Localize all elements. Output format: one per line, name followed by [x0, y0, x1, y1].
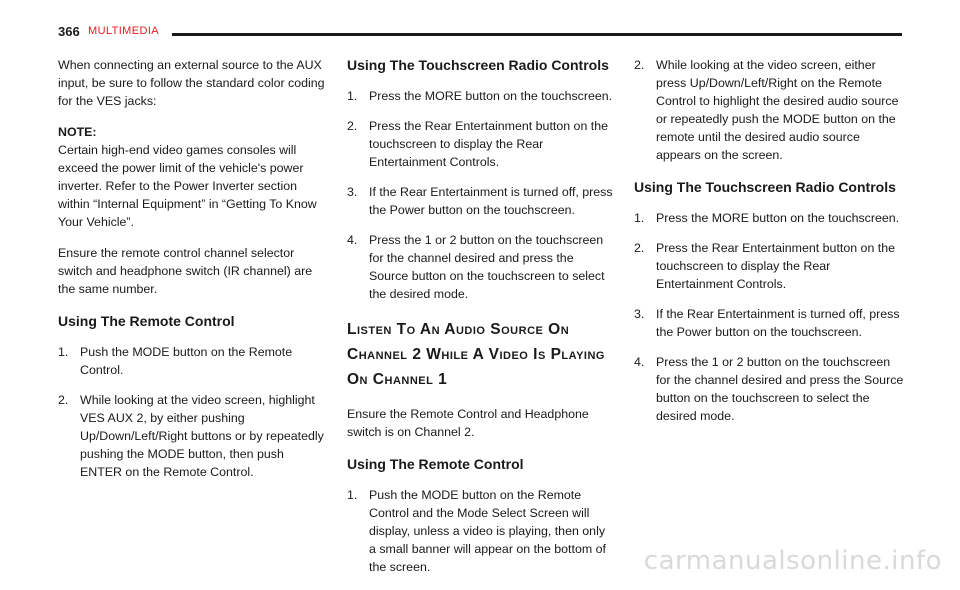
step-number: 4. [634, 355, 645, 369]
step-number: 1. [347, 488, 358, 502]
touchscreen-steps [347, 87, 615, 303]
section-title: Listen To An Audio Source On Channel 2 While A Video Is Playing On Channel 1 [347, 321, 605, 388]
step-text: Push the MODE button on the Remote Control. [80, 345, 293, 377]
list-item [347, 117, 615, 171]
intro-paragraph: When connecting an external source to the AUX input, be sure to follow the standard color coding for the VES jacks: [58, 58, 325, 108]
step-number: 2. [58, 393, 69, 407]
step-text: While looking at the video screen, either press Up/Down/Left/Right on the Remote Control to highlight the desired audio source or repeatedly push the MODE button on the remote until the desired audio source appears on the screen. [656, 58, 899, 162]
page-number: 366 [58, 24, 80, 39]
column-2 [347, 56, 615, 590]
step-text: Press the 1 or 2 button on the touchscreen for the channel desired and press the Source button on the touchscreen to select the desired mode. [656, 355, 904, 423]
step-number: 3. [634, 307, 645, 321]
list-item [347, 231, 615, 303]
step-text: While looking at the video screen, highlight VES AUX 2, by either pushing Up/Down/Left/Right buttons or by repeatedly pushing the MODE button, then push ENTER on the Remote Control. [80, 393, 324, 479]
page-header [58, 24, 902, 44]
touchscreen-controls-heading: Using The Touchscreen Radio Controls [634, 179, 896, 195]
step-number: 1. [347, 89, 358, 103]
list-item [634, 353, 904, 425]
step-number: 4. [347, 233, 358, 247]
step-text: Press the 1 or 2 button on the touchscreen for the channel desired and press the Source button on the touchscreen to select the desired mode. [369, 233, 605, 301]
list-item [58, 343, 326, 379]
remote-control-steps [58, 343, 326, 481]
list-item [634, 56, 904, 164]
remote-control-steps-continued [634, 56, 904, 164]
section-name: MULTIMEDIA [88, 25, 160, 37]
step-number: 2. [347, 119, 358, 133]
column-1 [58, 56, 326, 495]
note-title: NOTE: [58, 125, 97, 139]
channel-paragraph: Ensure the remote control channel selector switch and headphone switch (IR channel) are the same number. [58, 246, 313, 296]
header-rule [172, 33, 902, 36]
list-item [347, 87, 615, 105]
list-item [634, 209, 904, 227]
channel-paragraph: Ensure the Remote Control and Headphone switch is on Channel 2. [347, 407, 589, 439]
step-number: 1. [634, 211, 645, 225]
step-number: 2. [634, 58, 645, 72]
note-body: Certain high-end video games consoles will exceed the power limit of the vehicle's power inverter. Refer to the Power Inverter section within “Internal Equipment” in “Getting To Know Your Vehicle”. [58, 143, 317, 229]
step-text: Press the MORE button on the touchscreen. [656, 211, 900, 225]
step-text: Press the MORE button on the touchscreen. [369, 89, 613, 103]
remote-control-steps [347, 486, 615, 576]
step-text: If the Rear Entertainment is turned off, press the Power button on the touchscreen. [369, 185, 613, 217]
list-item [634, 305, 904, 341]
remote-control-heading: Using The Remote Control [347, 456, 524, 472]
step-text: If the Rear Entertainment is turned off, press the Power button on the touchscreen. [656, 307, 900, 339]
list-item [347, 486, 615, 576]
touchscreen-controls-heading: Using The Touchscreen Radio Controls [347, 57, 609, 73]
step-text: Push the MODE button on the Remote Control and the Mode Select Screen will display, unless a video is playing, then only a small banner will appear on the bottom of the screen. [369, 488, 606, 574]
column-3 [634, 56, 904, 439]
touchscreen-steps [634, 209, 904, 425]
step-number: 2. [634, 241, 645, 255]
remote-control-heading: Using The Remote Control [58, 313, 235, 329]
watermark: carmanualsonline.info [643, 546, 942, 576]
step-text: Press the Rear Entertainment button on the touchscreen to display the Rear Entertainment Controls. [656, 241, 896, 291]
list-item [347, 183, 615, 219]
list-item [634, 239, 904, 293]
step-text: Press the Rear Entertainment button on the touchscreen to display the Rear Entertainment Controls. [369, 119, 609, 169]
step-number: 3. [347, 185, 358, 199]
list-item [58, 391, 326, 481]
step-number: 1. [58, 345, 69, 359]
